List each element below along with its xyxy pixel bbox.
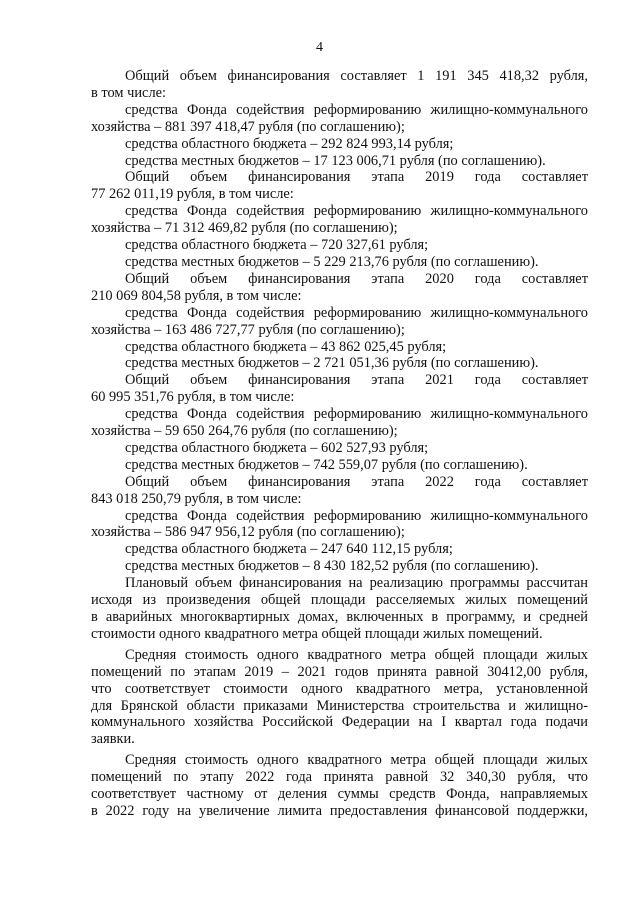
paragraph-line: коммунального хозяйства Российской Федерации на I квартал года подачи <box>91 714 588 731</box>
local-budget-line: средства местных бюджетов – 742 559,07 рубля (по соглашению). <box>125 456 528 473</box>
paragraph-line: помещений по этапу 2022 года принята равной 32 340,30 рубля, что <box>91 769 588 786</box>
paragraph-line: Средняя стоимость одного квадратного метра общей площади жилых <box>125 646 588 663</box>
paragraph-line: соответствует частному от деления суммы средств Фонда, направляемых <box>91 786 588 803</box>
stage-financing-line: 210 069 804,58 рубля, в том числе: <box>91 287 302 304</box>
fund-line: хозяйства – 881 397 418,47 рубля (по соглашению); <box>91 118 405 135</box>
local-budget-line: средства местных бюджетов – 17 123 006,71 рубля (по соглашению). <box>125 152 546 169</box>
paragraph-line: в 2022 году на увеличение лимита предоставления финансовой поддержки, <box>91 802 588 819</box>
regional-budget-line: средства областного бюджета – 292 824 993,14 рубля; <box>125 135 454 152</box>
regional-budget-line: средства областного бюджета – 43 862 025,45 рубля; <box>125 338 447 355</box>
fund-line: хозяйства – 163 486 727,77 рубля (по соглашению); <box>91 321 405 338</box>
stage-financing-line: Общий объем финансирования этапа 2021 года составляет <box>125 372 588 389</box>
local-budget-line: средства местных бюджетов – 8 430 182,52 рубля (по соглашению). <box>125 558 539 575</box>
paragraph-line: Плановый объем финансирования на реализацию программы рассчитан <box>125 575 588 592</box>
regional-budget-line: средства областного бюджета – 247 640 112,15 рубля; <box>125 541 453 558</box>
fund-line: средства Фонда содействия реформированию жилищно-коммунального <box>125 101 588 118</box>
fund-line: средства Фонда содействия реформированию жилищно-коммунального <box>125 507 588 524</box>
paragraph-line: Средняя стоимость одного квадратного метра общей площади жилых <box>125 752 588 769</box>
total-financing-line: Общий объем финансирования составляет 1 191 345 418,32 рубля, <box>125 68 588 84</box>
page-number: 4 <box>316 40 323 55</box>
total-financing-line: в том числе: <box>91 84 167 101</box>
document-body <box>91 68 588 820</box>
stage-financing-line: 77 262 011,19 рубля, в том числе: <box>91 186 294 203</box>
paragraph-line: в аварийных многоквартирных домах, включенных в программу, и средней <box>91 609 588 625</box>
stage-financing-line: 843 018 250,79 рубля, в том числе: <box>91 490 302 507</box>
fund-line: хозяйства – 59 650 264,76 рубля (по соглашению); <box>91 423 398 440</box>
paragraph-line: помещений по этапам 2019 – 2021 годов принята равной 30412,00 рубля, <box>91 663 588 680</box>
local-budget-line: средства местных бюджетов – 5 229 213,76 рубля (по соглашению). <box>125 253 539 270</box>
paragraph-line: что соответствует стоимости одного квадратного метра, установленной <box>91 680 588 697</box>
paragraph-line: заявки. <box>91 731 135 748</box>
fund-line: средства Фонда содействия реформированию жилищно-коммунального <box>125 304 588 321</box>
local-budget-line: средства местных бюджетов – 2 721 051,36 рубля (по соглашению). <box>125 355 539 372</box>
fund-line: средства Фонда содействия реформированию жилищно-коммунального <box>125 406 588 423</box>
regional-budget-line: средства областного бюджета – 602 527,93 рубля; <box>125 439 429 456</box>
paragraph-line: стоимости одного квадратного метра общей площади жилых помещений. <box>91 625 543 642</box>
fund-line: средства Фонда содействия реформированию жилищно-коммунального <box>125 203 588 220</box>
fund-line: хозяйства – 586 947 956,12 рубля (по соглашению); <box>91 524 405 541</box>
fund-line: хозяйства – 71 312 469,82 рубля (по соглашению); <box>91 220 398 237</box>
paragraph-line: для Брянской области приказами Министерства строительства и жилищно- <box>91 697 588 714</box>
stage-financing-line: Общий объем финансирования этапа 2020 года составляет <box>125 270 588 287</box>
paragraph-line: исходя из произведения общей площади расселяемых жилых помещений <box>91 592 588 609</box>
regional-budget-line: средства областного бюджета – 720 327,61 рубля; <box>125 237 429 254</box>
stage-financing-line: 60 995 351,76 рубля, в том числе: <box>91 389 295 406</box>
stage-financing-line: Общий объем финансирования этапа 2022 года составляет <box>125 473 588 490</box>
stage-financing-line: Общий объем финансирования этапа 2019 года составляет <box>125 169 588 186</box>
